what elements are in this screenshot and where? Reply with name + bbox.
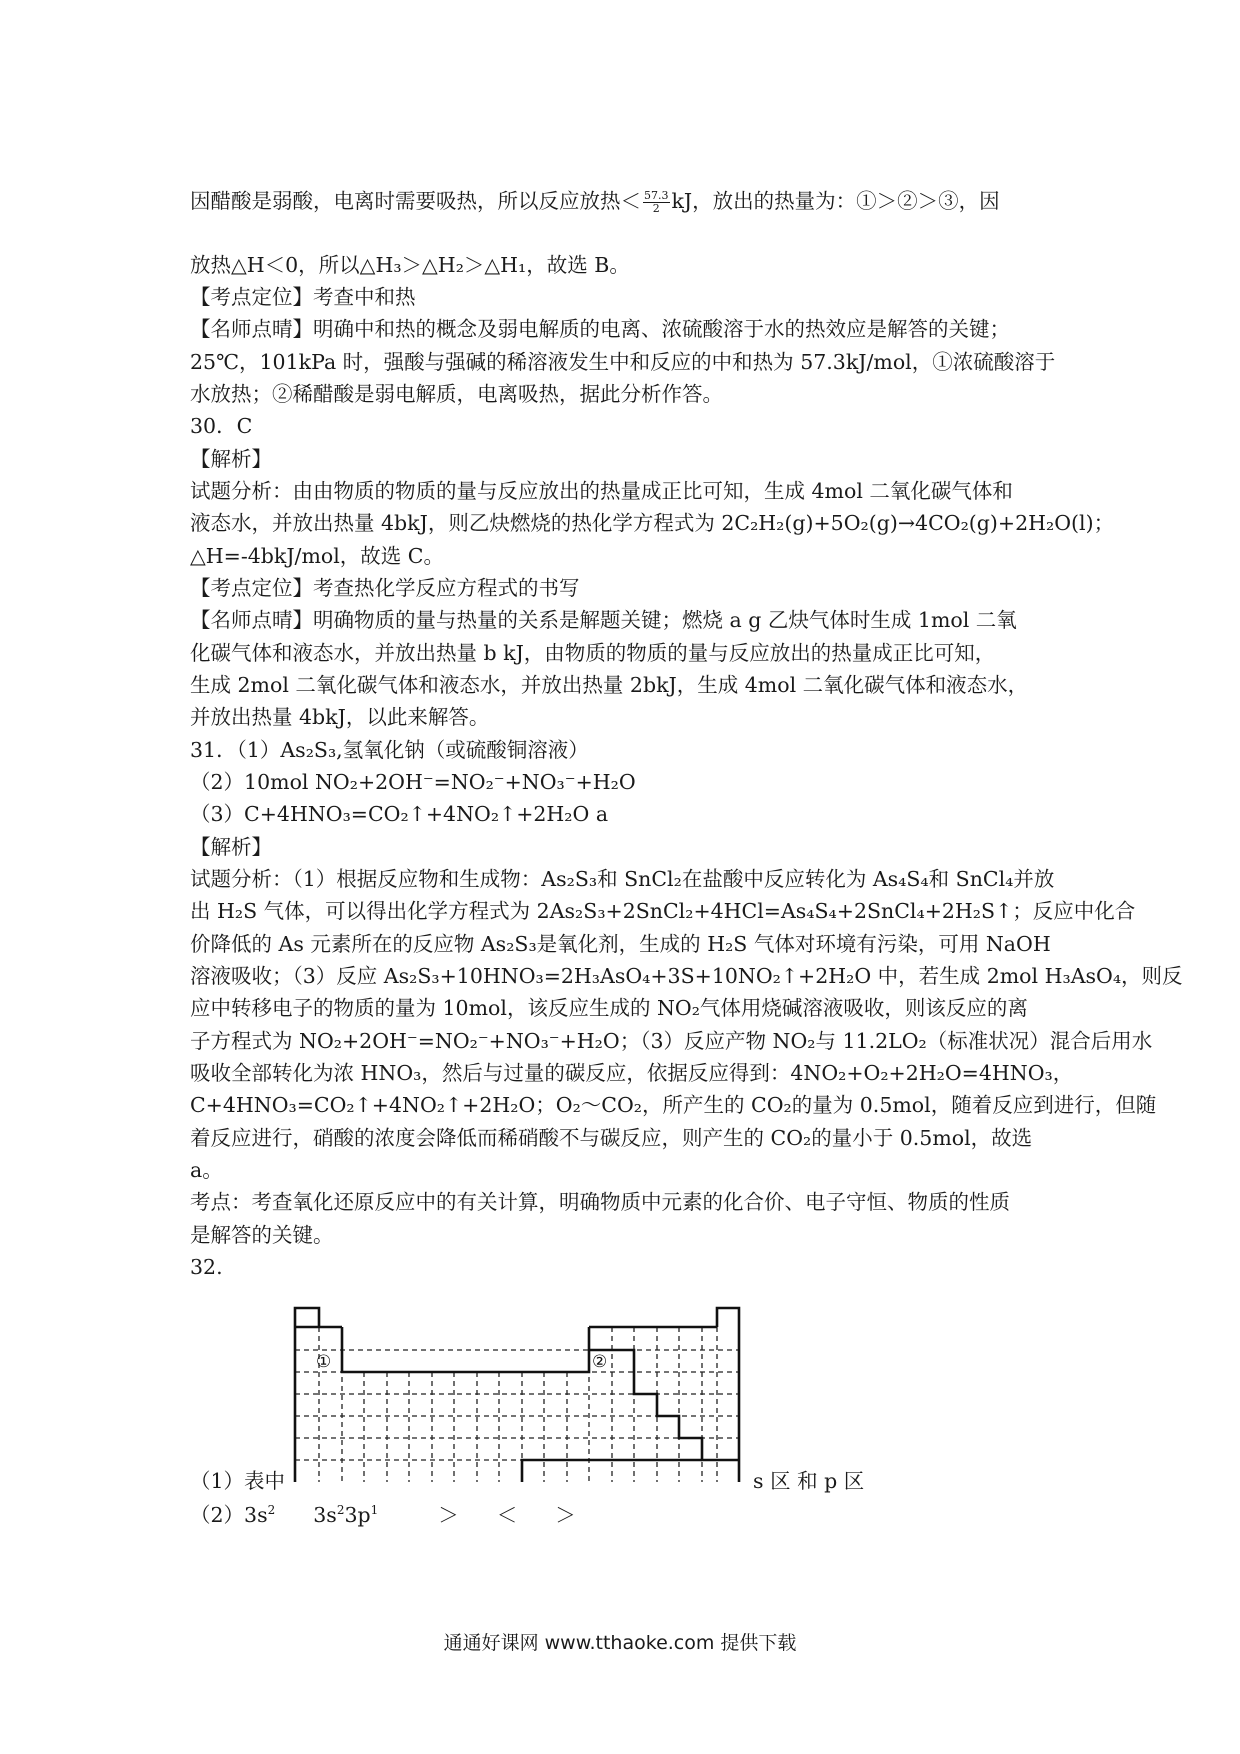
- text-line: 子方程式为 NO₂+2OH⁻=NO₂⁻+NO₃⁻+H₂O；（3）反应产物 NO₂与 11.2LO₂（标准状况）混合后用水: [190, 1029, 1153, 1053]
- fraction: [643, 190, 670, 215]
- text-line: 32.: [190, 1255, 223, 1279]
- text-line: 【考点定位】考查中和热: [190, 285, 416, 309]
- text-line: 30．C: [190, 414, 253, 438]
- text-line: 出 H₂S 气体，可以得出化学方程式为 2As₂S₃+2SnCl₂+4HCl=As₄S₄+2SnCl₄+2H₂S↑；反应中化合: [190, 899, 1136, 923]
- text-line: 放热△H＜0，所以△H₃＞△H₂＞△H₁，故选 B。: [190, 253, 630, 277]
- text-line: 试题分析：由由物质的物质的量与反应放出的热量成正比可知，生成 4mol 二氧化碳气体和: [190, 479, 1013, 503]
- text-line: 溶液吸收；（3）反应 As₂S₃+10HNO₃=2H₃AsO₄+3S+10NO₂↑+2H₂O 中，若生成 2mol H₃AsO₄，则反: [190, 964, 1183, 988]
- fraction-numerator: 57.3: [644, 189, 669, 202]
- page-footer: 通通好课网 www.tthaoke.com 提供下载: [443, 1632, 797, 1654]
- text-line: 并放出热量 4bkJ，以此来解答。: [190, 705, 490, 729]
- marker-2: ②: [592, 1352, 608, 1372]
- text-run: 3s: [313, 1503, 337, 1527]
- text-line: 价降低的 As 元素所在的反应物 As₂S₃是氧化剂，生成的 H₂S 气体对环境有污染，可用 NaOH: [190, 932, 1051, 956]
- table-outline: [295, 1308, 739, 1482]
- text-line: （2）10mol NO₂+2OH⁻=NO₂⁻+NO₃⁻+H₂O: [190, 770, 636, 794]
- marker-1: ①: [316, 1352, 332, 1372]
- superscript: 2: [267, 1503, 276, 1517]
- text-line: 生成 2mol 二氧化碳气体和液态水，并放出热量 2bkJ，生成 4mol 二氧化碳气体和液态水，: [190, 673, 1029, 697]
- text-line: 试题分析：（1）根据反应物和生成物：As₂S₃和 SnCl₂在盐酸中反应转化为 As₄S₄和 SnCl₄并放: [190, 867, 1055, 891]
- text-run: 3p: [344, 1503, 371, 1527]
- text-run: ＜: [496, 1503, 518, 1527]
- superscript: 1: [370, 1503, 379, 1517]
- text-line: 化碳气体和液态水，并放出热量 b kJ，由物质的物质的量与反应放出的热量成正比可知，: [190, 641, 996, 665]
- text-line: [190, 1500, 1050, 1530]
- text-line: △H=-4bkJ/mol，故选 C。: [190, 544, 444, 568]
- text-run: s 区 和 p 区: [753, 1469, 865, 1493]
- text-run: kJ，放出的热量为：①＞②＞③，因: [671, 189, 1000, 213]
- fraction-denominator: 2: [652, 202, 660, 215]
- text-line: 【名师点晴】明确中和热的概念及弱电解质的电离、浓硫酸溶于水的热效应是解答的关键；: [190, 317, 1010, 341]
- text-line: 【考点定位】考查热化学反应方程式的书写: [190, 576, 580, 600]
- text-run: 因醋酸是弱酸，电离时需要吸热，所以反应放热＜: [190, 189, 641, 213]
- text-line: 吸收全部转化为浓 HNO₃，然后与过量的碳反应，依据反应得到：4NO₂+O₂+2H₂O=4HNO₃，: [190, 1061, 1074, 1085]
- text-line: 【名师点晴】明确物质的量与热量的关系是解题关键；燃烧 a g 乙炔气体时生成 1mol 二氧: [190, 608, 1017, 632]
- text-line: 考点：考查氧化还原反应中的有关计算，明确物质中元素的化合价、电子守恒、物质的性质: [190, 1190, 1010, 1214]
- text-line: 31．（1）As₂S₃,氢氧化钠（或硫酸铜溶液）: [190, 738, 589, 762]
- text-line: 25℃，101kPa 时，强酸与强碱的稀溶液发生中和反应的中和热为 57.3kJ/mol，①浓硫酸溶于: [190, 350, 1056, 374]
- text-run: ＞: [555, 1503, 576, 1527]
- text-run: （2）3s: [190, 1503, 268, 1527]
- text-line: 水放热；②稀醋酸是弱电解质，电离吸热，据此分析作答。: [190, 382, 723, 406]
- text-line: C+4HNO₃=CO₂↑+4NO₂↑+2H₂O；O₂～CO₂，所产生的 CO₂的量为 0.5mol，随着反应到进行，但随: [190, 1093, 1157, 1117]
- text-line: （3）C+4HNO₃=CO₂↑+4NO₂↑+2H₂O a: [190, 802, 609, 826]
- text-line: 应中转移电子的物质的量为 10mol，该反应生成的 NO₂气体用烧碱溶液吸收，则该反应的离: [190, 996, 1028, 1020]
- text-run: ＞: [438, 1503, 459, 1527]
- text-line: 着反应进行，硝酸的浓度会降低而稀硝酸不与碳反应，则产生的 CO₂的量小于 0.5mol，故选: [190, 1126, 1033, 1150]
- text-line: 【解析】: [190, 447, 272, 471]
- text-line: 【解析】: [190, 835, 272, 859]
- text-line: [190, 1466, 1050, 1496]
- text-line: [190, 186, 1050, 216]
- text-line: 是解答的关键。: [190, 1223, 334, 1247]
- text-line: a。: [190, 1158, 223, 1182]
- text-line: 液态水，并放出热量 4bkJ，则乙炔燃烧的热化学方程式为 2C₂H₂(g)+5O₂(g)→4CO₂(g)+2H₂O(l)；: [190, 511, 1115, 535]
- text-run: （1）表中: [190, 1469, 286, 1493]
- periodic-table-diagram: [292, 1305, 742, 1485]
- superscript: 2: [336, 1503, 345, 1517]
